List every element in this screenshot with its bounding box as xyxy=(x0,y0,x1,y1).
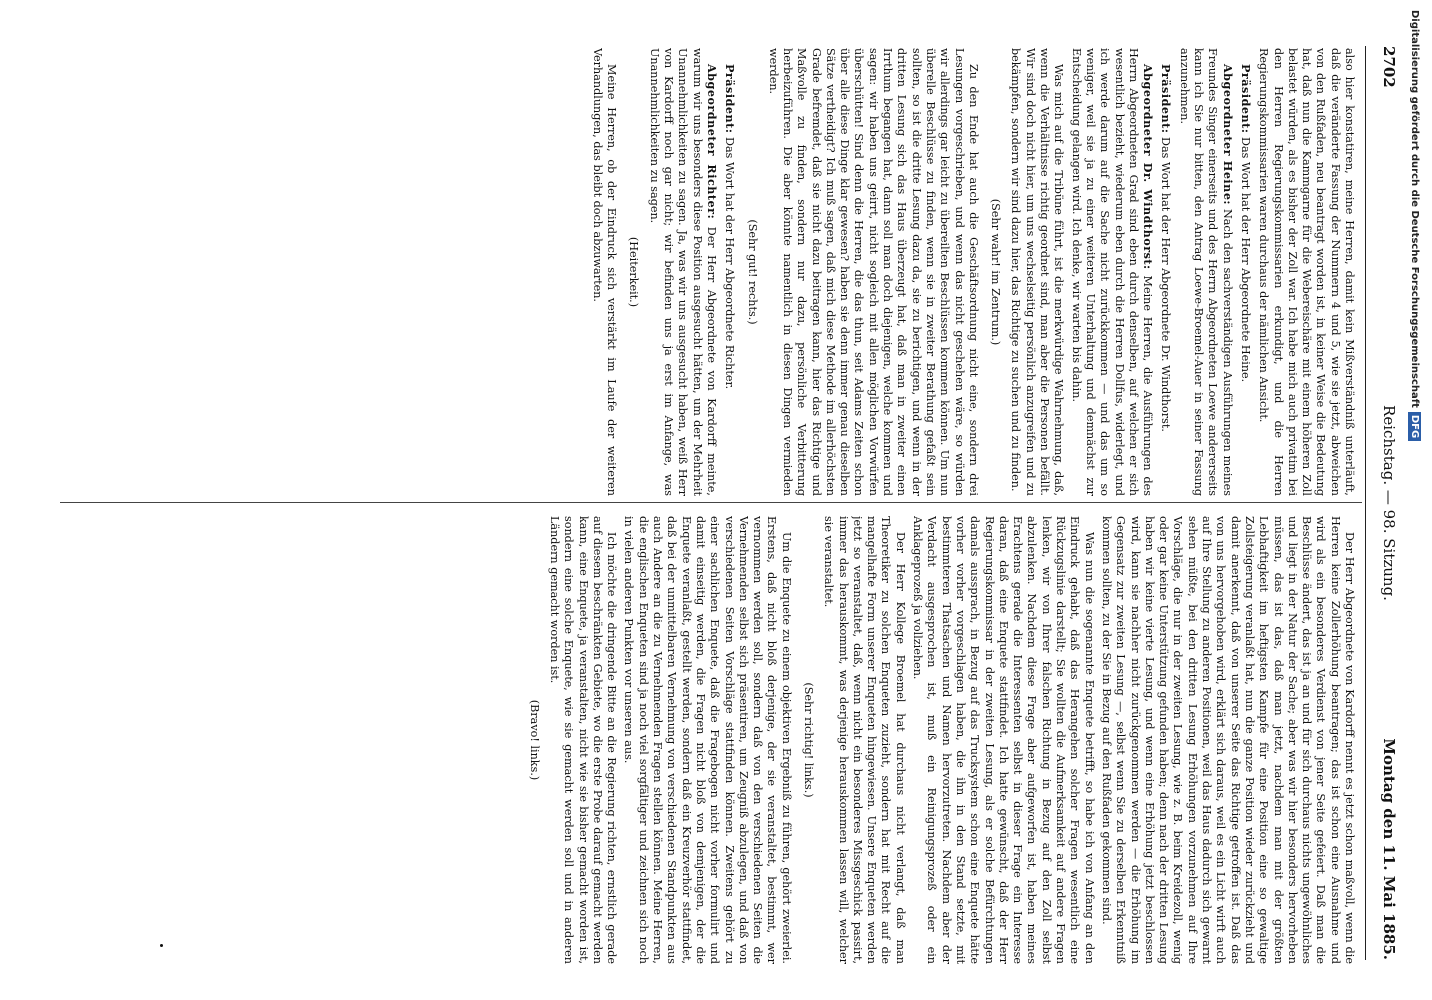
interjection xyxy=(526,516,540,964)
paragraph xyxy=(722,48,737,496)
column-divider xyxy=(60,502,1362,503)
page-header xyxy=(1372,46,1398,960)
paragraph-text: Was nun die sogenannte Enquete betrifft, so habe ich von Anfang an den Eindruck gehabt, daß das Herangehen solcher Fragen wesentlich eine Rückzugslinie darstellt; Sie wollten die Aufmerksamkeit auf andere Fragen lenken, wir von Ihrer falschen Richtung in Bezug auf den Zoll selbst abzulenken. Nachdem diese Frage aber aufgeworfen ist, haben meines Erachtens gerade die Interessenten selbst in dieser Frage ein Interesse daran, daß eine Enquete stattfindet. Ich hatte gewünscht, daß der Herr Regierungskommissar in der zweiten Lesung, als er solche Befürchtungen damals aussprach, in Bezug auf das Trucksystem schon eine Enquete hätte vorher vorher vorgeschlagen haben, die ihn in den Stand setzte, mit bestimmteren Thatsachen und Namen hervorzutreten. Nachdem aber der Verdacht ausgesprochen ist, muß ein Reinigungsprozeß oder ein Anklageprozeß ja vollziehen. xyxy=(911,516,1096,964)
paragraph-text: Der Herr Abgeordnete von Kardorff meinte, warum wir uns besonders diese Position ausgesucht hätten, um der Mehrheit Unannehmlichkeiten zu sagen. Ja, was wir uns ausgesucht haben, weiß Herr von Kardorff noch gar nicht; wir befinden uns ja erst im Anfange, was Unannehmlichkeiten zu sagen. xyxy=(647,48,718,496)
interjection xyxy=(626,48,640,496)
paragraph-text: Meine Herren, die Ausführungen des Herrn Abgeordneten Grad sind eben durch denselben, auf welchen er sich wesentlich bezieht, wiederum eben durch die Herren Dollfus, widerlegt, und ich werde darum auf die Sache nicht zurückkommen — und das um so weniger, weil sie ja zu einer weiteren Unterhaltung und demnächst zur Entscheidung gelangen wird. Ich denke, wir warten bis dahin. xyxy=(1069,48,1155,496)
speaker-name: Abgeordneter Heine: xyxy=(1220,64,1235,206)
paragraph-text: Das Wort hat der Herr Abgeordnete Heine. xyxy=(1238,137,1252,383)
paragraph xyxy=(1068,48,1155,496)
interjection xyxy=(801,516,815,964)
watermark-text: Digitalisierung gefördert durch die Deutsche Forschungsgemeinschaft xyxy=(1409,10,1420,408)
paragraph xyxy=(621,516,793,964)
paragraph-text: (Heiterkeit.) xyxy=(627,236,641,308)
paragraph-text: (Bravo! links.) xyxy=(527,699,541,781)
paragraph xyxy=(1158,48,1173,496)
running-title: Reichstag. — 98. Sitzung. xyxy=(1380,405,1398,601)
page-number: 2702 xyxy=(1380,46,1398,88)
paragraph xyxy=(765,48,979,496)
right-column xyxy=(66,516,1356,964)
dfg-watermark xyxy=(1402,10,1426,990)
dfg-logo: DFG xyxy=(1408,412,1421,441)
paragraph xyxy=(1008,48,1065,496)
paragraph-text: Meine Herren, ob der Eindruck sich verstärkt im Laufe der weiteren Verhandlungen, das bleibt doch abzuwarten. xyxy=(590,48,619,496)
paragraph xyxy=(589,48,618,496)
paragraph-text: Der Herr Kollege Broemel hat durchaus nicht verlangt, daß man Theoretiker zu solchen Enqueten zuzieht, sondern hat mit Recht auf die mangelhafte Form unserer Enqueten hingewiesen. Unsere Enqueten werden jetzt so veranstaltet, daß, wenn nicht ein besonderes Missgeschick passirt, immer das herauskommt, was derjenige herauskommen lassen will, welcher sie veranstaltet. xyxy=(822,516,907,964)
stray-dot xyxy=(160,944,163,947)
paragraph-text: Das Wort hat der Herr Abgeordnete Dr. Windthorst. xyxy=(1159,137,1173,432)
paragraph-text: (Sehr gut! rechts.) xyxy=(746,219,760,325)
paragraph-text: Ich möchte die dringende Bitte an die Regierung richten, ernstlich gerade auf diesem beschränkten Gebiete, wo die erste Probe darauf gemacht werden kann, eine Enquete, ja veranstalten, nicht wie sie bisher gemacht worden ist, sondern eine solche Enquete, wie sie gemacht werden soll und in anderen Ländern gemacht worden ist. xyxy=(547,516,619,964)
paragraph xyxy=(547,516,618,964)
paragraph-text: Um die Enquete zu einem objektiven Ergebniß zu führen, gehört zweierlei. Erstens, daß nicht bloß derjenige, der sie veranstaltet, bestimmt, wer vernommen werden soll, sondern daß von den verschiedenen Seiten die Vernehmenden selbst sich präsentiren, um Zeugniß abzulegen, und daß von verschiedenen Seiten Vorschläge stattfinden können. Zweitens gehört zu einer sachlichen Enquete, daß die Fragebogen nicht vorher formulirt und damit einseitig werden, die Fragen nicht bloß von demjenigen, der die Enquete veranlaßt, gestellt werden, sondern daß ein Kreuzverhör stattfindet, daß bei der unmittelbaren Vernehmung von verschiedenen Standpunkten aus auch Andere an die zu Vernehmenden Fragen stellen können. Meine Herren, die englischen Enqueten sind ja noch viel sorgfältiger und zeichnen sich noch in vielen anderen Punkten vor unseren aus. xyxy=(622,516,793,964)
paragraph xyxy=(821,516,907,964)
paragraph xyxy=(1238,48,1253,496)
header-rule xyxy=(1365,46,1366,960)
paragraph-text: Das Wort hat der Herr Abgeordnete Richter. xyxy=(723,137,737,390)
paragraph xyxy=(1176,48,1234,496)
interjection xyxy=(745,48,759,496)
paragraph-text: (Sehr wahr! im Zentrum.) xyxy=(989,198,1003,346)
paragraph xyxy=(1099,516,1356,964)
speaker-name: Präsident: xyxy=(723,64,738,134)
speaker-name: Abgeordneter Dr. Windthorst: xyxy=(1141,64,1156,270)
speaker-name: Präsident: xyxy=(1159,64,1174,134)
left-column xyxy=(66,48,1356,496)
paragraph-text: Was mich auf die Tribüne führt, ist die merkwürdige Wahrnehmung, daß, wenn die Verhältnisse richtig geordnet sind, man aber die Personen befällt. Wir sind doch nicht hier, um uns wechselseitig persönlich anzugreifen und zu bekämpfen, sondern wir sind dazu hier, das Richtige zu suchen und zu finden. xyxy=(1009,48,1066,496)
paragraph-text: (Sehr richtig! links.) xyxy=(802,682,816,798)
speaker-name: Präsident: xyxy=(1238,64,1253,134)
paragraph xyxy=(910,516,1096,964)
paragraph-text: Der Herr Abgeordnete von Kardorff nennt es jetzt schon maßvoll, wenn die Herren keine Zollerhöhung beantragen; das ist schon eine Ausnahme und wird als ein besonderes Verdienst von jener Seite gefeiert. Daß man die Beschlüsse ändert, das ist ja an und für sich durchaus nichts ungewöhnliches und liegt in der Natur der Sache; aber was wir hier besonders hervorheben müssen, das ist das, daß man jetzt, nachdem man mit der größten Lebhaftigkeit im heftigsten Kampfe für eine Position eine so gewaltige Zollsteigerung veranlaßt hat, nun die ganze Position wieder zurückzieht und damit anerkennt, daß von unserer Seite das Richtige getroffen ist. Daß das von uns hervorgehoben wird, erklärt sich daraus, weil es ein Licht wirft auch auf Ihre Stellung zu anderen Positionen, weil das Haus dadurch sich gewarnt sehen müßte, bei den dritten Lesung Erhöhungen vorzunehmen auf Ihre Vorschläge, die nur in der zweiten Lesung, wie z. B. beim Kreidezoll, wenig oder gar keine Unterstützung gefunden haben; denn nach der dritten Lesung haben wir keine vierte Lesung, und wenn eine Erhöhung jetzt beschlossen wird, kann sie nachher nicht zurückgenommen werden — die Erhöhung im Gegensatz zur zweiten Lesung —, selbst wenn Sie zu derselben Erkenntniß kommen sollten, zu der Sie in Bezug auf den Rußfaden gekommen sind. xyxy=(1099,516,1356,964)
paragraph-text: Nach den sachverständigen Ausführungen meines Freundes Singer einerseits und des Herrn Abgeordneten Loewe andererseits kann ich Sie nur bitten, den Antrag Loewe-Broemel-Auer in seiner Fassung anzunehmen. xyxy=(1177,48,1234,496)
speaker-name: Abgeordneter Richter: xyxy=(704,64,719,220)
session-date: Montag den 11. Mai 1885. xyxy=(1380,738,1398,960)
interjection xyxy=(988,48,1002,496)
paragraph xyxy=(1256,48,1356,496)
paragraph xyxy=(646,48,718,496)
paragraph-text: Zu den Ende hat auch die Geschäftsordnung nicht eine, sondern drei Lesungen vorgeschrieben, und wenn das nicht geschehen wäre, so würden wir allerdings gar leicht zu übereilten Beschlüssen kommen können. Um nun überelle Beschlüsse zu finden, wenn sie in zweiter Berathung gefaßt sein sollten, so ist die dritte Lesung dazu da, sie zu berichtigen, und wenn in der dritten Lesung sich das Haus überzeugt hat, daß man in zweiter einen Irrthum begangen hat, dann soll man doch diejenigen, welche kommen und sagen: wir haben uns geirrt, nicht sogleich mit allen möglichen Vorwürfen überschütten! Sind denn die Herren, die das thun, seit Adams Zeiten schon über alle diese Dinge klar gewesen? haben sie denn immer genau dieselben Sätze vertheidigt? Ich muß sagen, daß mich diese Methode im allerhöchsten Grade befremdet, daß sie nicht dazu beitragen kann, hier das Richtige und Maßvolle zu finden, sondern nur dazu, persönliche Verbitterung herbeizuführen. Die aber könnte namentlich in diesen Dingen vermieden werden. xyxy=(766,48,980,496)
paragraph-text: also hier konstatiren, meine Herren, damit kein Mißverständniß unterläuft, daß die veränderte Fassung der Nummern 4 und 5, wie sie jetzt, abweichen von den Rußfaden, neu beantragt worden ist, in keiner Weise die Bedeutung hat, daß nun die Kammgarne für die Webereischäre mit einem höheren Zoll belastet würden, als es bisher der Zoll war. Ich habe mich auch privatim bei den Herren Regierungskommissarien erkundigt, und die Herren Regierungskommissarien waren durchaus der nämlichen Ansicht. xyxy=(1257,48,1356,496)
